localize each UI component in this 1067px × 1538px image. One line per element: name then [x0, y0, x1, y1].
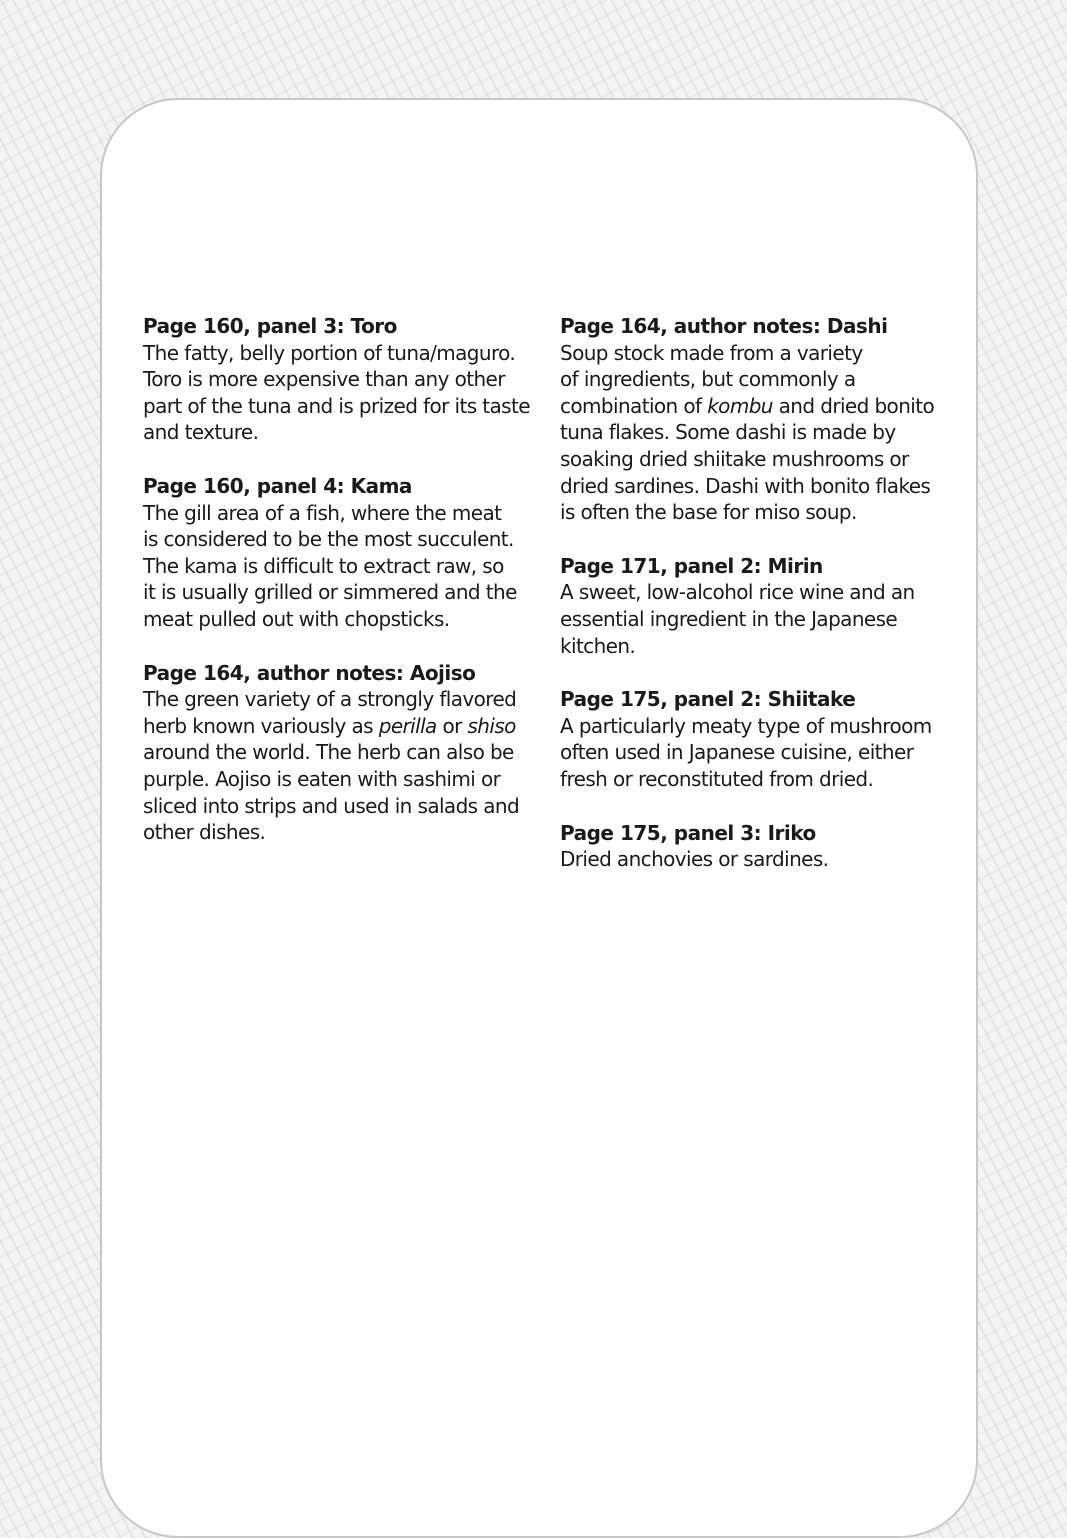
entry-title: Page 175, panel 2: Shiitake: [560, 687, 856, 712]
entry-line: [560, 393, 955, 420]
glossary-entry-toro: [143, 313, 538, 446]
italic-term-perilla: perilla: [378, 713, 437, 738]
entry-line: The green variety of a strongly flavored: [143, 687, 517, 712]
entry-line: Dried anchovies or sardines.: [560, 847, 829, 872]
entry-line: other dishes.: [143, 820, 266, 845]
italic-term-kombu: kombu: [707, 393, 773, 418]
entry-line: A sweet, low-alcohol rice wine and an: [560, 580, 915, 605]
glossary-entry-aojiso: [143, 660, 538, 846]
entry-line: is often the base for miso soup.: [560, 500, 857, 525]
entry-line: fresh or reconstituted from dried.: [560, 766, 874, 791]
entry-line: it is usually grilled or simmered and the: [143, 580, 517, 605]
entry-line: The fatty, belly portion of tuna/maguro.: [143, 340, 516, 365]
entry-title: Page 171, panel 2: Mirin: [560, 553, 823, 578]
glossary-column-right: [560, 313, 955, 900]
entry-line: The gill area of a fish, where the meat: [143, 500, 502, 525]
entry-line: and texture.: [143, 420, 259, 445]
entry-line: [143, 713, 538, 740]
entry-line: A particularly meaty type of mushroom: [560, 713, 932, 738]
glossary-column-left: [143, 313, 538, 873]
entry-line: Toro is more expensive than any other: [143, 367, 505, 392]
glossary-entry-mirin: [560, 553, 955, 659]
entry-title: Page 160, panel 4: Kama: [143, 473, 412, 498]
entry-line: meat pulled out with chopsticks.: [143, 606, 450, 631]
text-run: or: [436, 713, 468, 738]
entry-line: The kama is difficult to extract raw, so: [143, 553, 504, 578]
entry-line: dried sardines. Dashi with bonito flakes: [560, 473, 931, 498]
text-run: herb known variously as: [143, 713, 379, 738]
glossary-entry-shiitake: [560, 686, 955, 792]
entry-title: Page 164, author notes: Aojiso: [143, 660, 476, 685]
entry-title: Page 160, panel 3: Toro: [143, 314, 397, 338]
entry-line: is considered to be the most succulent.: [143, 527, 514, 552]
text-run: and dried bonito: [772, 393, 935, 418]
glossary-entry-kama: [143, 473, 538, 633]
entry-line: around the world. The herb can also be: [143, 740, 514, 765]
text-run: combination of: [560, 393, 708, 418]
entry-title: Page 175, panel 3: Iriko: [560, 820, 816, 845]
glossary-entry-iriko: [560, 820, 955, 873]
entry-line: part of the tuna and is prized for its taste: [143, 393, 530, 418]
entry-line: soaking dried shiitake mushrooms or: [560, 446, 909, 471]
entry-line: often used in Japanese cuisine, either: [560, 740, 914, 765]
entry-line: Soup stock made from a variety: [560, 340, 863, 365]
entry-line: sliced into strips and used in salads and: [143, 793, 520, 818]
entry-line: tuna flakes. Some dashi is made by: [560, 420, 896, 445]
entry-line: purple. Aojiso is eaten with sashimi or: [143, 766, 501, 791]
glossary-entry-dashi: [560, 313, 955, 526]
entry-title: Page 164, author notes: Dashi: [560, 314, 888, 338]
entry-line: kitchen.: [560, 633, 636, 658]
entry-line: of ingredients, but commonly a: [560, 367, 856, 392]
entry-line: essential ingredient in the Japanese: [560, 606, 898, 631]
italic-term-shiso: shiso: [467, 713, 516, 738]
